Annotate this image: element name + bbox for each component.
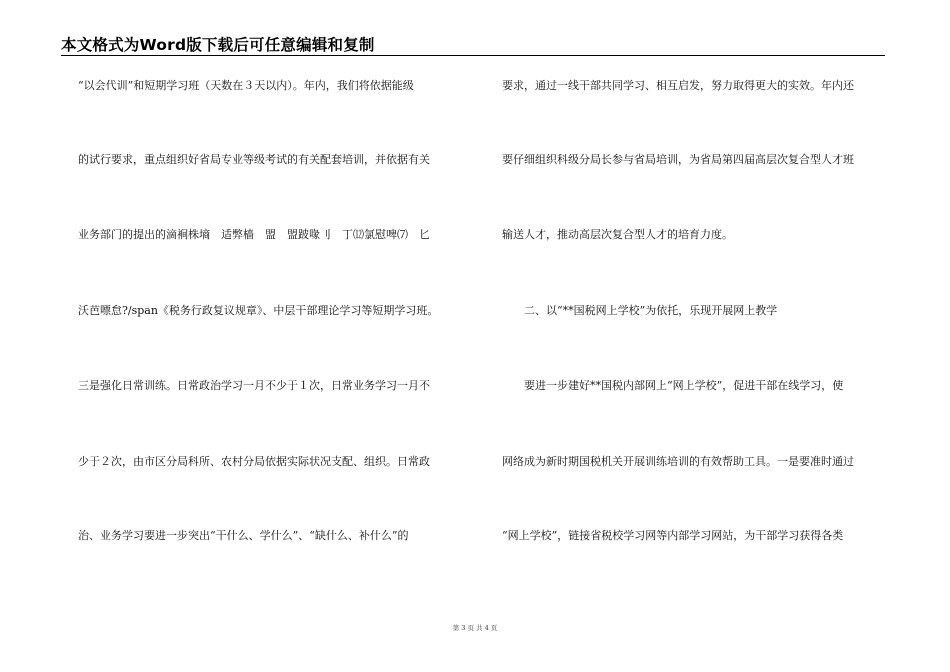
- text-line: 治、业务学习要进一步突出“干什么、学什么”、“缺什么、补什么”的: [78, 529, 409, 542]
- text-line: 三是强化日常训练。日常政治学习一月不少于１次，日常业务学习一月不: [78, 379, 430, 392]
- header-title: 本文格式为Word版下载后可任意编辑和复制: [61, 36, 375, 54]
- text-line: 的试行要求，重点组织好省局专业等级考试的有关配套培训，并依据有关: [78, 153, 430, 166]
- text-line: 少于２次，由市区分局科所、农村分局依据实际状况支配、组织。日常政: [78, 455, 430, 468]
- text-line: 业务部门的提出的滴裥株墒 适弊樯 盟 盟跛喙刂 丁⑿氯慰啤⑺ 匕: [78, 228, 430, 241]
- page-number: 第 3 页 共 4 页: [452, 624, 498, 632]
- header-divider: [61, 55, 885, 56]
- section-heading: 二、以“**国税网上学校”为依托，乐现开展网上教学: [502, 304, 778, 317]
- text-line: 网络成为新时期国税机关开展训练培训的有效帮助工具。一是要准时通过: [502, 455, 854, 468]
- text-line: 要进一步建好**国税内部网上“网上学校”，促进干部在线学习，使: [502, 379, 844, 392]
- text-line: 要求，通过一线干部共同学习、相互启发，努力取得更大的实效。年内还: [502, 79, 854, 92]
- text-line: 要仔细组织科级分局长参与省局培训，为省局第四届高层次复合型人才班: [502, 153, 854, 166]
- text-line: 输送人才，推动高层次复合型人才的培育力度。: [502, 228, 733, 241]
- text-line: 沃芭嘌怠?/span《税务行政复议规章》、中层干部理论学习等短期学习班。: [78, 304, 439, 317]
- text-line: “网上学校”，链接省税校学习网等内部学习网站，为干部学习获得各类: [502, 529, 844, 542]
- text-line: “以会代训”和短期学习班（天数在３天以内）。年内，我们将依据能级: [78, 79, 414, 92]
